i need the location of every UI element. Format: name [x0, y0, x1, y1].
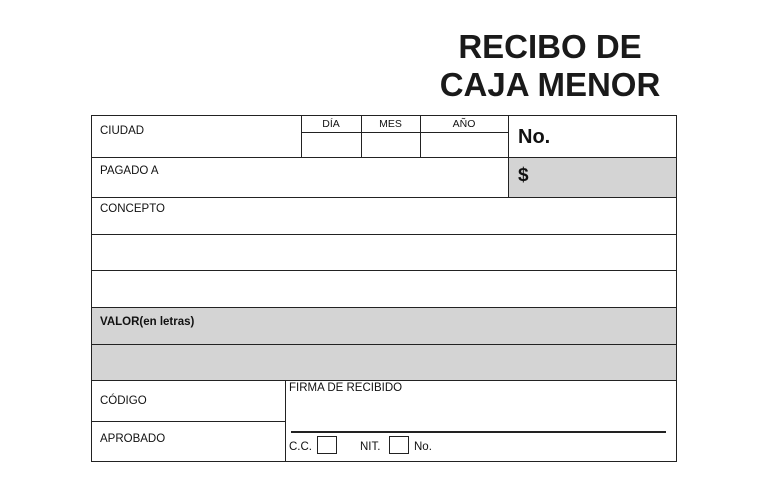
numero-label: No.: [518, 126, 551, 148]
title-line-1: RECIBO DE: [458, 28, 642, 65]
receipt-title: [420, 28, 680, 104]
nit-checkbox[interactable]: [389, 436, 409, 454]
mes-label: MES: [379, 118, 402, 130]
dia-label: DÍA: [322, 118, 340, 130]
signature-line: [291, 431, 666, 433]
row-divider-6: [92, 344, 676, 345]
codigo-aprobado-divider: [92, 421, 285, 422]
row-divider-2: [92, 197, 676, 198]
cc-label: C.C.: [289, 441, 312, 453]
codigo-label: CÓDIGO: [100, 395, 147, 407]
title-line-2: CAJA MENOR: [439, 66, 661, 103]
no-label: No.: [414, 441, 432, 453]
amount-cell-shading: [508, 157, 676, 197]
date-header-divider: [301, 132, 508, 133]
concepto-label: CONCEPTO: [100, 203, 165, 215]
receipt-form: [91, 115, 677, 462]
row-divider-5: [92, 307, 676, 308]
aprobado-label: APROBADO: [100, 433, 166, 445]
ciudad-label: CIUDAD: [100, 125, 145, 137]
amount-symbol: $: [518, 165, 529, 186]
nit-label: NIT.: [360, 441, 381, 453]
row-divider-1: [92, 157, 676, 158]
pagado-a-label: PAGADO A: [100, 165, 159, 177]
number-cell-divider: [508, 116, 509, 197]
cc-checkbox[interactable]: [317, 436, 337, 454]
row-divider-7: [92, 380, 676, 381]
firma-label: FIRMA DE RECIBIDO: [289, 382, 403, 394]
ano-label: AÑO: [452, 118, 476, 130]
signature-section-divider: [285, 380, 286, 461]
valor-label: VALOR(en letras): [100, 316, 195, 328]
row-divider-3: [92, 234, 676, 235]
row-divider-4: [92, 270, 676, 271]
